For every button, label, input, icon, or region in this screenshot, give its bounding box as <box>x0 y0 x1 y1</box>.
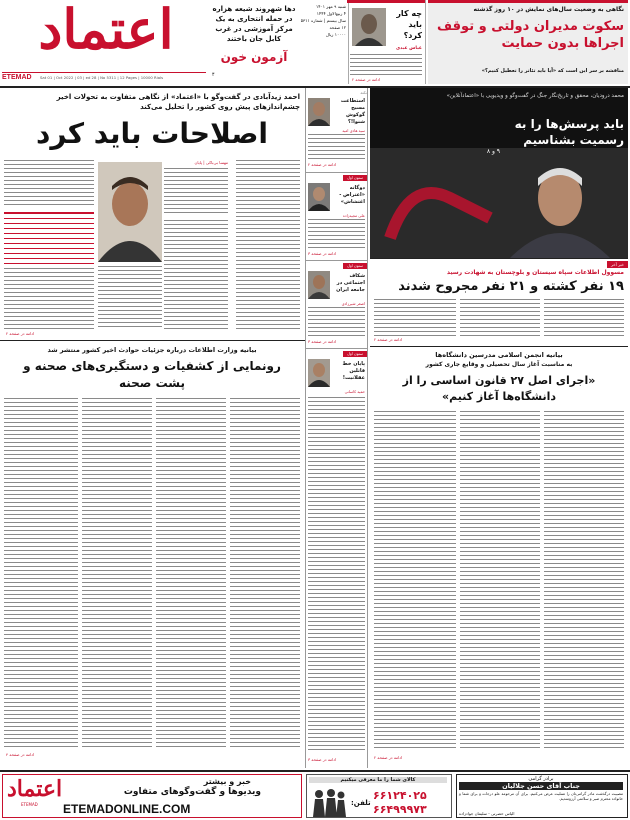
lead-subline: مناقشه بر سر این است که «آیا باید تئاتر را تعطیل کنیم؟» <box>481 68 624 74</box>
price: ۱۰۰۰۰ ریال <box>325 32 346 37</box>
note-1-body <box>308 134 365 160</box>
ad-phone-2: ۶۶۴۹۹۹۷۳ <box>373 803 427 816</box>
ad-phone-label: تلفن: <box>351 799 371 807</box>
note-1-title: استطاعت مسیح گوکوش شنوا!؟ <box>340 98 365 125</box>
union-col-2 <box>460 411 540 751</box>
notes-right-rule <box>367 88 368 768</box>
union-kicker: بیانیه انجمن اسلامی مدرسین دانشگاه‌ها <box>435 351 563 359</box>
columnist-portrait <box>352 8 386 46</box>
last-news-col-1 <box>544 299 624 337</box>
page-count: ۱۲ صفحه <box>329 25 346 30</box>
condolence-signer: الیاس حضرتی - سلیمان جوادزاده <box>459 811 515 816</box>
note-2 <box>306 172 367 258</box>
note-3-author: اصغر شیرزادی <box>341 301 365 306</box>
last-news-col-2 <box>460 299 540 337</box>
last-news-col-3 <box>374 299 456 337</box>
date-box <box>300 0 348 84</box>
ad-middle <box>306 774 452 818</box>
note-1-tag: نکته <box>360 90 367 95</box>
last-news-kicker: مسوول اطلاعات سپاه سیستان و بلوچستان به شهادت رسید <box>446 269 624 276</box>
sahand-rule <box>0 340 305 341</box>
note-4-title: پایان خط قاتلین عقلانیت! <box>342 361 365 381</box>
column-teaser-title: چه کار باید کرد؟ <box>396 9 422 40</box>
feature-photo <box>370 148 628 258</box>
date-persian: شنبه ۹ مهر ۱۴۰۱ <box>315 4 346 9</box>
interview-continue: ادامه در صفحه ۲ <box>6 331 35 336</box>
ad-logo: اعتماد <box>7 776 63 802</box>
lead-tag <box>428 0 628 3</box>
note-1-portrait <box>308 98 330 126</box>
condolence-body: مصیبت درگذشت مادر گرامی‌تان را تسلیت عرض می‌کنیم. برای آن مرحومه علو درجات و برای شما و خانواده محترم صبر و سلامتی آرزومندیم. <box>459 791 623 801</box>
feature-kicker: محمد درودیان، محقق و تاریخ‌نگار جنگ در گفت‌وگو و ویدیویی با «اعتماد‌آنلاین» <box>446 93 624 99</box>
note-2-title: دوگانه «اعتراض - اغتشاش» <box>339 185 365 205</box>
top-teaser-text: دها شهروند شیعه هزاره در حمله انتحاری به یک مرکز آموزشی در غرب کابل جان باختند <box>212 5 296 43</box>
union-col-1 <box>544 411 624 751</box>
note-1-author: سید هادی امید <box>342 128 365 133</box>
column-teaser <box>348 0 426 84</box>
feature <box>370 88 628 258</box>
ad-phone-1: ۶۶۱۲۴۰۲۵ <box>373 789 427 802</box>
date-hijri: ۴ ربیع‌الاول ۱۴۴۴ <box>316 11 346 16</box>
interview-col-6 <box>164 220 228 330</box>
lead-kicker: نگاهی به وضعیت سال‌های نمایش در ۱۰ روز گذشته <box>473 6 624 13</box>
note-3-title: شکاف اجتماعی در جامعه ایران <box>336 273 365 293</box>
interview-kicker-2: چشم‌اندازهای پیش روی کشور را تحلیل می‌کند <box>140 103 300 111</box>
note-2-body <box>308 219 365 249</box>
ad-url-link[interactable]: ETEMADONLINE.COM <box>63 802 191 816</box>
condolence-name: جناب آقای حسن جلالیان <box>459 782 623 790</box>
ad-line: ویدیوها و گفت‌وگوهای متفاوت <box>123 787 261 797</box>
last-news <box>370 258 628 344</box>
note-4-tag: ستون اول <box>343 351 367 357</box>
ministry-headline: رونمایی از کشفیات و دستگیری‌های صحنه و پشت صحنه <box>23 359 281 390</box>
interview-pullquote <box>4 212 94 264</box>
last-news-continue: ادامه در صفحه ۲ <box>374 337 403 342</box>
condolence-salute: برادر گرامی <box>528 776 554 782</box>
masthead-latin-name: ETEMAD <box>2 74 32 81</box>
year-line: سال بیستم | شماره ۵۳۱۱ <box>300 18 346 23</box>
ministry-col-1 <box>230 398 300 748</box>
note-2-tag: ستون اول <box>343 175 367 181</box>
people-silhouettes-icon <box>311 787 347 817</box>
ministry-col-2 <box>156 398 226 748</box>
interview-col-2 <box>164 168 228 216</box>
ministry-col-3 <box>82 398 152 748</box>
interview-portrait <box>98 162 162 262</box>
last-news-tag: خبر آخر <box>607 261 628 268</box>
feature-page: ۹ و ۸ <box>486 148 500 155</box>
ministry-kicker: بیانیه وزارت اطلاعات درباره جزئیات حوادث اخیر کشور منتشر شد <box>47 346 257 354</box>
note-2-portrait <box>308 183 330 211</box>
note-4-continue: ادامه در صفحه ۳ <box>308 757 337 762</box>
union-headline: «اجرای اصل ۲۷ قانون اساسی را از دانشگاه‌ها آغاز کنیم» <box>402 374 596 403</box>
note-4 <box>306 348 367 768</box>
masthead-info-line: Sat 01 | Oct 2022 | 03 | ed 28 | No 5311 | 12 Pages | 10000 Rials <box>40 75 164 80</box>
ministry-story <box>0 342 304 768</box>
note-2-continue: ادامه در صفحه ۳ <box>308 251 337 256</box>
interview-col-5 <box>98 266 162 330</box>
ministry-col-4 <box>4 398 78 748</box>
note-2-author: علی مجیدزاده <box>342 213 365 218</box>
union-col-3 <box>374 411 456 751</box>
note-3-body <box>308 307 365 337</box>
ad-middle-title: کالای شما را ما معرفی میکنیم <box>309 777 447 783</box>
ad-kicker: خبر و بیشتر <box>203 777 251 786</box>
ad-logo-sub: ETEMAD <box>21 802 38 807</box>
ads-rule <box>0 770 630 772</box>
interview-section <box>0 88 304 338</box>
note-3-continue: ادامه در صفحه ۳ <box>308 339 337 344</box>
note-4-author: حمید کاسانی <box>344 389 365 394</box>
interview-kicker: احمد زیدآبادی در گفت‌وگو با «اعتماد» از نگاهی متفاوت به تحولات اخیر <box>56 93 300 101</box>
note-4-portrait <box>308 359 330 387</box>
note-1 <box>306 90 367 170</box>
note-4-body <box>308 397 365 753</box>
union-continue: ادامه در صفحه ۲ <box>374 755 403 760</box>
column-teaser-body <box>350 54 422 76</box>
interview-col-3 <box>4 160 94 208</box>
column-teaser-author: عباس عبدی <box>395 46 422 51</box>
ministry-continue: ادامه در صفحه ۴ <box>6 752 35 757</box>
lead-headline: سکوت مدیران دولتی و توقف اجراها بدون حمایت <box>437 19 624 51</box>
note-1-continue: ادامه در صفحه ۲ <box>308 162 337 167</box>
note-3 <box>306 260 367 346</box>
interview-byline: مهسا بی‌باکی | پایان <box>194 160 228 165</box>
top-teaser-headline: آزمون خون <box>220 50 288 64</box>
union-statement <box>370 346 628 768</box>
interview-col-1 <box>236 160 300 330</box>
union-kicker-2: به مناسبت آغاز سال تحصیلی و وقایع جاری کشور <box>425 361 573 368</box>
column-teaser-continue: ادامه در صفحه ۲ <box>352 77 381 82</box>
interview-headline: اصلاحات باید کرد <box>35 117 269 150</box>
ad-etemadonline <box>2 774 302 818</box>
lead-story <box>428 0 628 84</box>
note-3-tag: ستون اول <box>343 263 367 269</box>
feature-headline: باید پرسش‌ها را به رسمیت بشناسیم <box>514 117 624 147</box>
interview-col-4 <box>4 268 94 330</box>
top-teaser <box>208 0 300 84</box>
condolence-ad <box>456 774 628 818</box>
note-3-portrait <box>308 271 330 299</box>
top-teaser-page: ۴ <box>212 72 215 78</box>
last-news-headline: ۱۹ نفر کشته و ۲۱ نفر مجروح شدند <box>398 279 624 294</box>
masthead-info-bar <box>2 72 206 82</box>
masthead <box>0 0 208 84</box>
column-tag <box>347 0 425 3</box>
masthead-logo: اعتماد <box>38 0 174 61</box>
